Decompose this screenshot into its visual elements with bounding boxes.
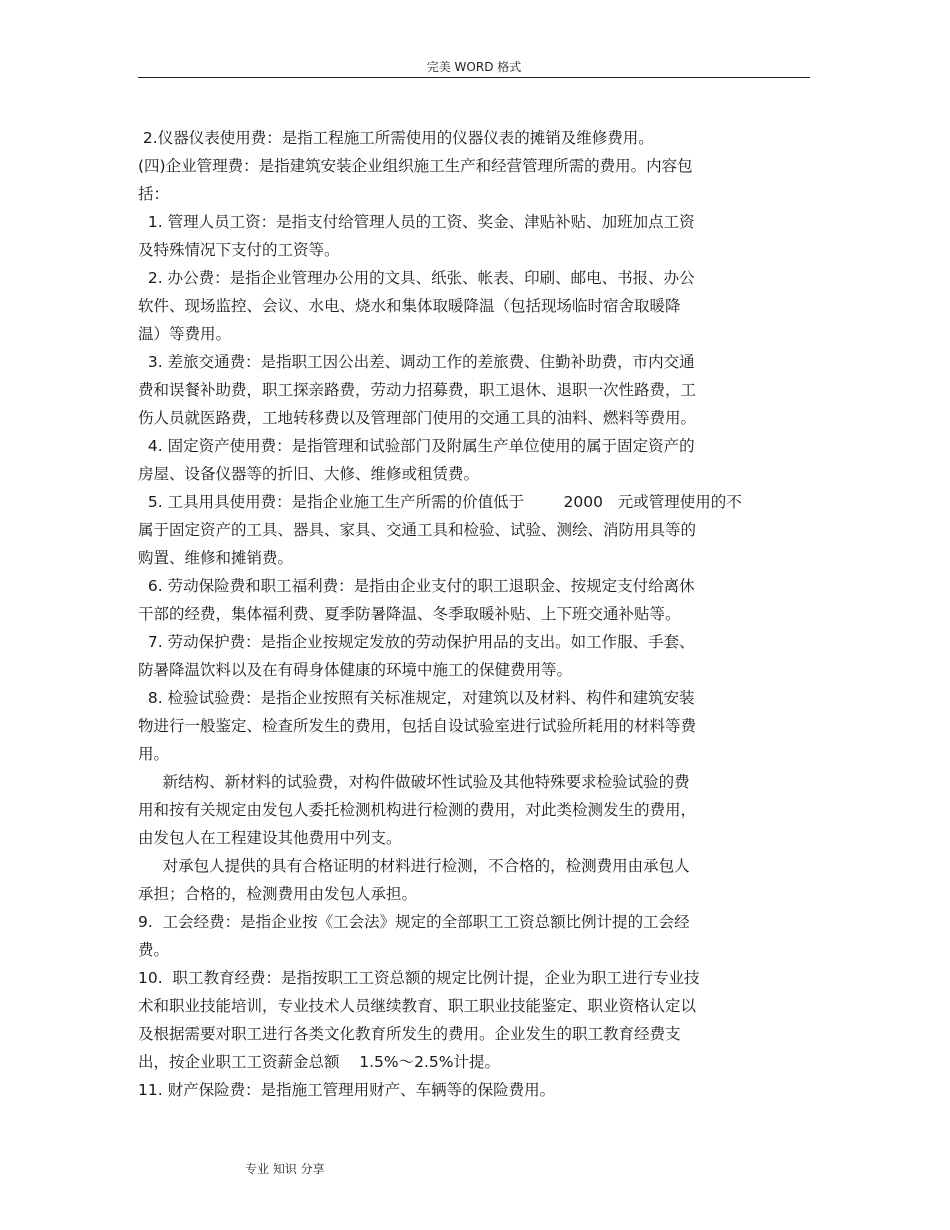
page-footer: 专业 知识 分享: [245, 1162, 325, 1176]
text-line: 承担；合格的，检测费用由发包人承担。: [138, 885, 418, 903]
text-line: 2. 办公费：是指企业管理办公用的文具、纸张、帐表、印刷、邮电、书报、办公: [138, 269, 695, 287]
text-line: 属于固定资产的工具、器具、家具、交通工具和检验、试验、测绘、消防用具等的: [138, 521, 697, 539]
text-line: 防暑降温饮料以及在有碍身体健康的环境中施工的保健费用等。: [138, 661, 573, 679]
text-line: 5. 工具用具使用费：是指企业施工生产所需的价值低于 2000 元或管理使用的不: [138, 493, 742, 511]
text-line: 11. 财产保险费：是指施工管理用财产、车辆等的保险费用。: [138, 1081, 556, 1099]
text-line: 出，按企业职工工资薪金总额 1.5%～2.5%计提。: [138, 1053, 500, 1071]
text-line: 6. 劳动保险费和职工福利费：是指由企业支付的职工退职金、按规定支付给离休: [138, 577, 695, 595]
text-line: 3. 差旅交通费：是指职工因公出差、调动工作的差旅费、住勤补助费，市内交通: [138, 353, 695, 371]
text-line: 由发包人在工程建设其他费用中列支。: [138, 829, 402, 847]
text-line: 用和按有关规定由发包人委托检测机构进行检测的费用，对此类检测发生的费用，: [138, 801, 697, 819]
text-line: 及根据需要对职工进行各类文化教育所发生的费用。企业发生的职工教育经费支: [138, 1025, 681, 1043]
text-line: 7. 劳动保护费：是指企业按规定发放的劳动保护用品的支出。如工作服、手套、: [138, 633, 695, 651]
text-line: 房屋、设备仪器等的折旧、大修、维修或租赁费。: [138, 465, 480, 483]
text-line: 温）等费用。: [138, 325, 232, 343]
text-line: 新结构、新材料的试验费，对构件做破坏性试验及其他特殊要求检验试验的费: [138, 773, 690, 791]
text-line: (四)企业管理费：是指建筑安装企业组织施工生产和经营管理所需的费用。内容包: [138, 157, 693, 175]
text-line: 2.仪器仪表使用费：是指工程施工所需使用的仪器仪表的摊销及维修费用。: [138, 129, 654, 147]
text-line: 对承包人提供的具有合格证明的材料进行检测，不合格的，检测费用由承包人: [138, 857, 690, 875]
text-line: 1. 管理人员工资：是指支付给管理人员的工资、奖金、津贴补贴、加班加点工资: [138, 213, 695, 231]
text-line: 购置、维修和摊销费。: [138, 549, 294, 567]
text-line: 9. 工会经费：是指企业按《工会法》规定的全部职工工资总额比例计提的工会经: [138, 913, 690, 931]
text-line: 及特殊情况下支付的工资等。: [138, 241, 340, 259]
header-divider: [138, 77, 810, 78]
text-line: 软件、现场监控、会议、水电、烧水和集体取暖降温（包括现场临时宿舍取暖降: [138, 297, 681, 315]
text-line: 用。: [138, 745, 170, 763]
text-line: 费。: [138, 941, 170, 959]
text-line: 10. 职工教育经费：是指按职工工资总额的规定比例计提，企业为职工进行专业技: [138, 969, 700, 987]
text-line: 费和误餐补助费，职工探亲路费，劳动力招募费，职工退休、退职一次性路费，工: [138, 381, 697, 399]
document-body: [138, 124, 810, 1104]
text-line: 干部的经费，集体福利费、夏季防暑降温、冬季取暖补贴、上下班交通补贴等。: [138, 605, 681, 623]
text-line: 8. 检验试验费：是指企业按照有关标准规定，对建筑以及材料、构件和建筑安装: [138, 689, 695, 707]
text-line: 物进行一般鉴定、检查所发生的费用，包括自设试验室进行试验所耗用的材料等费: [138, 717, 697, 735]
text-line: 4. 固定资产使用费：是指管理和试验部门及附属生产单位使用的属于固定资产的: [138, 437, 695, 455]
page-header: 完美 WORD 格式: [426, 60, 522, 74]
text-line: 括：: [138, 185, 170, 203]
text-line: 伤人员就医路费，工地转移费以及管理部门使用的交通工具的油料、燃料等费用。: [138, 409, 697, 427]
text-line: 术和职业技能培训，专业技术人员继续教育、职工职业技能鉴定、职业资格认定以: [138, 997, 697, 1015]
